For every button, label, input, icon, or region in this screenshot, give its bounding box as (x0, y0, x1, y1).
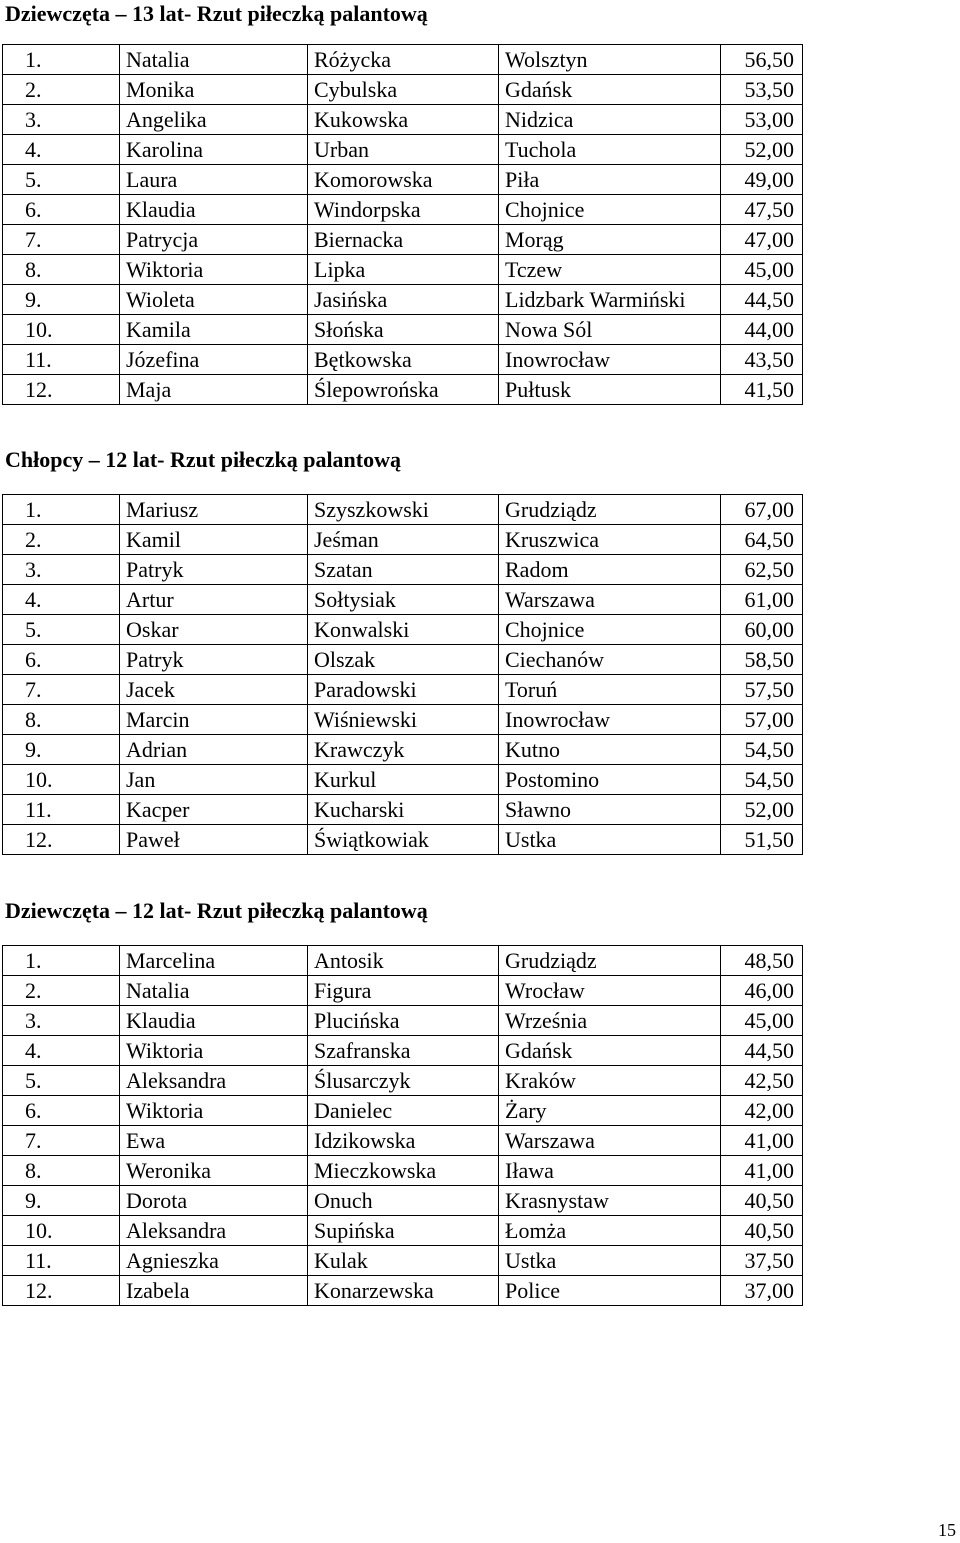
city-cell: Ustka (499, 825, 721, 855)
table-row (3, 285, 803, 315)
rank-cell: 3. (3, 1006, 120, 1036)
last-name-cell: Jeśman (308, 525, 499, 555)
score-cell: 37,50 (721, 1246, 803, 1276)
score-cell: 42,50 (721, 1066, 803, 1096)
last-name-cell: Jasińska (308, 285, 499, 315)
results-table-body (3, 45, 803, 405)
last-name-cell: Ślepowrońska (308, 375, 499, 405)
table-row (3, 765, 803, 795)
city-cell: Chojnice (499, 195, 721, 225)
section-title: Dziewczęta – 13 lat- Rzut piłeczką palantową (5, 1, 428, 26)
first-name-cell: Patryk (120, 645, 308, 675)
table-row (3, 795, 803, 825)
table-row (3, 825, 803, 855)
table-row (3, 225, 803, 255)
score-cell: 57,00 (721, 705, 803, 735)
city-cell: Września (499, 1006, 721, 1036)
score-cell: 40,50 (721, 1216, 803, 1246)
table-row (3, 976, 803, 1006)
first-name-cell: Paweł (120, 825, 308, 855)
first-name-cell: Karolina (120, 135, 308, 165)
first-name-cell: Adrian (120, 735, 308, 765)
score-cell: 52,00 (721, 795, 803, 825)
city-cell: Warszawa (499, 585, 721, 615)
rank-cell: 5. (3, 1066, 120, 1096)
table-row (3, 1216, 803, 1246)
table-row (3, 615, 803, 645)
score-cell: 51,50 (721, 825, 803, 855)
city-cell: Toruń (499, 675, 721, 705)
last-name-cell: Paradowski (308, 675, 499, 705)
rank-cell: 2. (3, 976, 120, 1006)
first-name-cell: Izabela (120, 1276, 308, 1306)
last-name-cell: Figura (308, 976, 499, 1006)
table-row (3, 1036, 803, 1066)
table-row (3, 705, 803, 735)
table-row (3, 675, 803, 705)
score-cell: 64,50 (721, 525, 803, 555)
rank-cell: 7. (3, 675, 120, 705)
score-cell: 60,00 (721, 615, 803, 645)
table-row (3, 1066, 803, 1096)
city-cell: Sławno (499, 795, 721, 825)
score-cell: 46,00 (721, 976, 803, 1006)
last-name-cell: Słońska (308, 315, 499, 345)
city-cell: Grudziądz (499, 495, 721, 525)
city-cell: Inowrocław (499, 705, 721, 735)
last-name-cell: Windorpska (308, 195, 499, 225)
last-name-cell: Szyszkowski (308, 495, 499, 525)
table-row (3, 345, 803, 375)
table-row (3, 135, 803, 165)
city-cell: Lidzbark Warmiński (499, 285, 721, 315)
last-name-cell: Onuch (308, 1186, 499, 1216)
first-name-cell: Aleksandra (120, 1216, 308, 1246)
city-cell: Postomino (499, 765, 721, 795)
rank-cell: 5. (3, 165, 120, 195)
last-name-cell: Danielec (308, 1096, 499, 1126)
city-cell: Tczew (499, 255, 721, 285)
first-name-cell: Kacper (120, 795, 308, 825)
score-cell: 44,50 (721, 285, 803, 315)
rank-cell: 3. (3, 105, 120, 135)
table-row (3, 75, 803, 105)
rank-cell: 9. (3, 735, 120, 765)
city-cell: Warszawa (499, 1126, 721, 1156)
rank-cell: 6. (3, 645, 120, 675)
rank-cell: 6. (3, 1096, 120, 1126)
section-title: Dziewczęta – 12 lat- Rzut piłeczką palantową (5, 898, 428, 923)
first-name-cell: Mariusz (120, 495, 308, 525)
table-row (3, 195, 803, 225)
score-cell: 47,00 (721, 225, 803, 255)
last-name-cell: Kulak (308, 1246, 499, 1276)
score-cell: 53,00 (721, 105, 803, 135)
first-name-cell: Marcelina (120, 946, 308, 976)
first-name-cell: Kamil (120, 525, 308, 555)
first-name-cell: Marcin (120, 705, 308, 735)
city-cell: Żary (499, 1096, 721, 1126)
rank-cell: 1. (3, 45, 120, 75)
rank-cell: 7. (3, 1126, 120, 1156)
rank-cell: 11. (3, 795, 120, 825)
score-cell: 45,00 (721, 255, 803, 285)
table-row (3, 1156, 803, 1186)
first-name-cell: Jacek (120, 675, 308, 705)
city-cell: Kruszwica (499, 525, 721, 555)
rank-cell: 7. (3, 225, 120, 255)
rank-cell: 12. (3, 825, 120, 855)
score-cell: 58,50 (721, 645, 803, 675)
score-cell: 52,00 (721, 135, 803, 165)
page-number: 15 (938, 1520, 956, 1540)
first-name-cell: Agnieszka (120, 1246, 308, 1276)
last-name-cell: Supińska (308, 1216, 499, 1246)
results-table-body (3, 495, 803, 855)
last-name-cell: Konwalski (308, 615, 499, 645)
rank-cell: 1. (3, 495, 120, 525)
last-name-cell: Ślusarczyk (308, 1066, 499, 1096)
last-name-cell: Różycka (308, 45, 499, 75)
rank-cell: 4. (3, 585, 120, 615)
city-cell: Ustka (499, 1246, 721, 1276)
results-table (2, 44, 803, 405)
first-name-cell: Angelika (120, 105, 308, 135)
score-cell: 43,50 (721, 345, 803, 375)
results-table-body (3, 946, 803, 1306)
last-name-cell: Szafranska (308, 1036, 499, 1066)
last-name-cell: Cybulska (308, 75, 499, 105)
first-name-cell: Natalia (120, 45, 308, 75)
score-cell: 44,50 (721, 1036, 803, 1066)
first-name-cell: Wiktoria (120, 255, 308, 285)
city-cell: Inowrocław (499, 345, 721, 375)
last-name-cell: Bętkowska (308, 345, 499, 375)
first-name-cell: Wiktoria (120, 1096, 308, 1126)
score-cell: 41,50 (721, 375, 803, 405)
last-name-cell: Urban (308, 135, 499, 165)
table-row (3, 495, 803, 525)
last-name-cell: Mieczkowska (308, 1156, 499, 1186)
score-cell: 67,00 (721, 495, 803, 525)
results-table (2, 494, 803, 855)
first-name-cell: Artur (120, 585, 308, 615)
last-name-cell: Plucińska (308, 1006, 499, 1036)
last-name-cell: Biernacka (308, 225, 499, 255)
rank-cell: 10. (3, 1216, 120, 1246)
rank-cell: 10. (3, 315, 120, 345)
table-row (3, 105, 803, 135)
rank-cell: 8. (3, 1156, 120, 1186)
first-name-cell: Weronika (120, 1156, 308, 1186)
rank-cell: 9. (3, 285, 120, 315)
rank-cell: 4. (3, 1036, 120, 1066)
rank-cell: 9. (3, 1186, 120, 1216)
table-row (3, 525, 803, 555)
city-cell: Wrocław (499, 976, 721, 1006)
table-row (3, 735, 803, 765)
first-name-cell: Ewa (120, 1126, 308, 1156)
city-cell: Gdańsk (499, 75, 721, 105)
first-name-cell: Patryk (120, 555, 308, 585)
city-cell: Iława (499, 1156, 721, 1186)
city-cell: Grudziądz (499, 946, 721, 976)
score-cell: 42,00 (721, 1096, 803, 1126)
score-cell: 45,00 (721, 1006, 803, 1036)
results-table (2, 945, 803, 1306)
city-cell: Kraków (499, 1066, 721, 1096)
last-name-cell: Świątkowiak (308, 825, 499, 855)
score-cell: 54,50 (721, 735, 803, 765)
table-row (3, 585, 803, 615)
first-name-cell: Natalia (120, 976, 308, 1006)
first-name-cell: Maja (120, 375, 308, 405)
table-row (3, 645, 803, 675)
city-cell: Radom (499, 555, 721, 585)
city-cell: Chojnice (499, 615, 721, 645)
score-cell: 61,00 (721, 585, 803, 615)
last-name-cell: Kucharski (308, 795, 499, 825)
last-name-cell: Wiśniewski (308, 705, 499, 735)
rank-cell: 2. (3, 75, 120, 105)
score-cell: 41,00 (721, 1156, 803, 1186)
score-cell: 62,50 (721, 555, 803, 585)
score-cell: 47,50 (721, 195, 803, 225)
score-cell: 41,00 (721, 1126, 803, 1156)
rank-cell: 2. (3, 525, 120, 555)
table-row (3, 45, 803, 75)
first-name-cell: Aleksandra (120, 1066, 308, 1096)
table-row (3, 375, 803, 405)
score-cell: 48,50 (721, 946, 803, 976)
rank-cell: 12. (3, 375, 120, 405)
city-cell: Ciechanów (499, 645, 721, 675)
table-row (3, 315, 803, 345)
city-cell: Gdańsk (499, 1036, 721, 1066)
city-cell: Łomża (499, 1216, 721, 1246)
city-cell: Nidzica (499, 105, 721, 135)
table-row (3, 1186, 803, 1216)
score-cell: 37,00 (721, 1276, 803, 1306)
city-cell: Kutno (499, 735, 721, 765)
rank-cell: 3. (3, 555, 120, 585)
rank-cell: 10. (3, 765, 120, 795)
first-name-cell: Monika (120, 75, 308, 105)
last-name-cell: Sołtysiak (308, 585, 499, 615)
first-name-cell: Laura (120, 165, 308, 195)
last-name-cell: Krawczyk (308, 735, 499, 765)
rank-cell: 5. (3, 615, 120, 645)
table-row (3, 1276, 803, 1306)
city-cell: Piła (499, 165, 721, 195)
first-name-cell: Klaudia (120, 1006, 308, 1036)
section-title: Chłopcy – 12 lat- Rzut piłeczką palantową (5, 447, 401, 472)
city-cell: Tuchola (499, 135, 721, 165)
last-name-cell: Lipka (308, 255, 499, 285)
city-cell: Krasnystaw (499, 1186, 721, 1216)
table-row (3, 555, 803, 585)
score-cell: 57,50 (721, 675, 803, 705)
last-name-cell: Olszak (308, 645, 499, 675)
city-cell: Pułtusk (499, 375, 721, 405)
table-row (3, 1126, 803, 1156)
score-cell: 49,00 (721, 165, 803, 195)
last-name-cell: Kurkul (308, 765, 499, 795)
city-cell: Wolsztyn (499, 45, 721, 75)
rank-cell: 12. (3, 1276, 120, 1306)
score-cell: 44,00 (721, 315, 803, 345)
city-cell: Morąg (499, 225, 721, 255)
first-name-cell: Jan (120, 765, 308, 795)
rank-cell: 8. (3, 255, 120, 285)
first-name-cell: Oskar (120, 615, 308, 645)
last-name-cell: Antosik (308, 946, 499, 976)
table-row (3, 1006, 803, 1036)
first-name-cell: Wioleta (120, 285, 308, 315)
rank-cell: 6. (3, 195, 120, 225)
city-cell: Nowa Sól (499, 315, 721, 345)
last-name-cell: Komorowska (308, 165, 499, 195)
score-cell: 56,50 (721, 45, 803, 75)
last-name-cell: Kukowska (308, 105, 499, 135)
score-cell: 54,50 (721, 765, 803, 795)
city-cell: Police (499, 1276, 721, 1306)
rank-cell: 11. (3, 1246, 120, 1276)
table-row (3, 165, 803, 195)
first-name-cell: Dorota (120, 1186, 308, 1216)
first-name-cell: Patrycja (120, 225, 308, 255)
table-row (3, 1246, 803, 1276)
score-cell: 53,50 (721, 75, 803, 105)
rank-cell: 8. (3, 705, 120, 735)
first-name-cell: Wiktoria (120, 1036, 308, 1066)
rank-cell: 11. (3, 345, 120, 375)
score-cell: 40,50 (721, 1186, 803, 1216)
last-name-cell: Szatan (308, 555, 499, 585)
table-row (3, 946, 803, 976)
table-row (3, 255, 803, 285)
rank-cell: 1. (3, 946, 120, 976)
last-name-cell: Konarzewska (308, 1276, 499, 1306)
first-name-cell: Kamila (120, 315, 308, 345)
table-row (3, 1096, 803, 1126)
rank-cell: 4. (3, 135, 120, 165)
first-name-cell: Józefina (120, 345, 308, 375)
last-name-cell: Idzikowska (308, 1126, 499, 1156)
first-name-cell: Klaudia (120, 195, 308, 225)
